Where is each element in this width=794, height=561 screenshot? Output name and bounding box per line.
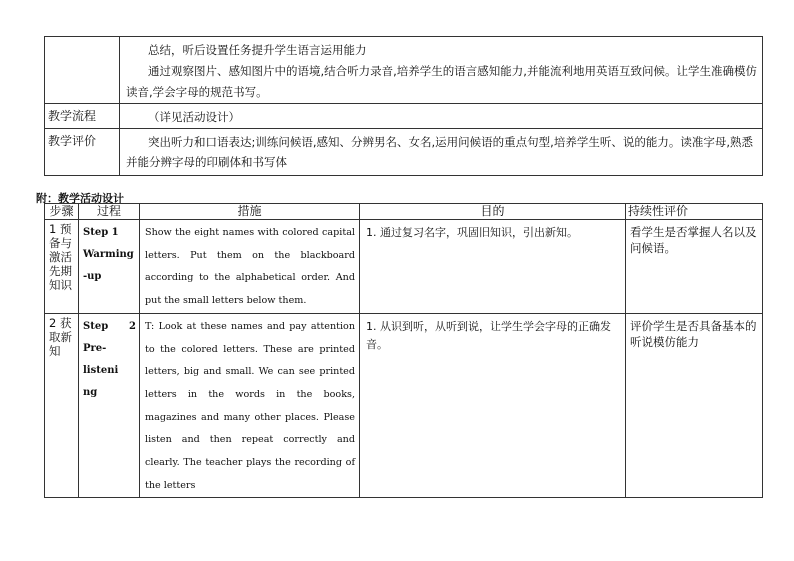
header-process: 过程: [79, 204, 140, 220]
process-cell: [79, 313, 140, 498]
step-cell: 1 预备与激活先期知识: [45, 220, 79, 314]
summary-cell: [120, 37, 763, 104]
process-line: Warming: [83, 249, 134, 260]
objective-text: 通过观察图片、感知图片中的语境,结合听力录音,培养学生的语言感知能力,并能流利地用英语互致问候。让学生准确模仿读音,学会字母的规范书写。: [126, 64, 757, 99]
summary-label-cell: [45, 37, 120, 104]
evaluation-cell: 评价学生是否具备基本的听说模仿能力: [626, 313, 763, 498]
process-line: Step 2: [83, 320, 136, 332]
flow-label: 教学流程: [45, 104, 120, 129]
summary-row: [45, 37, 763, 104]
flow-value: （详见活动设计）: [120, 104, 763, 129]
goal-cell: 1. 通过复习名字，巩固旧知识，引出新知。: [360, 220, 626, 314]
header-measures: 措施: [140, 204, 360, 220]
goal-cell: 1. 从识到听，从听到说，让学生学会字母的正确发音。: [360, 313, 626, 498]
process-line: -up: [83, 271, 102, 282]
flow-row: [45, 104, 763, 129]
header-evaluation: 持续性评价: [626, 204, 763, 220]
process-line: Pre-listeni: [83, 342, 119, 376]
table-row: [45, 220, 763, 314]
header-row: [45, 204, 763, 220]
process-line: Step 1: [83, 227, 119, 238]
header-goal: 目的: [360, 204, 626, 220]
activity-design-table: [44, 203, 763, 498]
table-row: [45, 313, 763, 498]
evaluation-label: 教学评价: [45, 129, 120, 176]
evaluation-row: [45, 129, 763, 176]
step-cell: 2 获取新知: [45, 313, 79, 498]
process-cell: [79, 220, 140, 314]
header-step: 步骤: [45, 204, 79, 220]
process-line: ng: [83, 386, 98, 398]
evaluation-value: 突出听力和口语表达;训练问候语,感知、分辨男名、女名,运用问候语的重点句型,培养学生听、说的能力。读准字母,熟悉并能分辨字母的印刷体和书写体: [120, 129, 763, 176]
evaluation-cell: 看学生是否掌握人名以及问候语。: [626, 220, 763, 314]
measures-cell: Show the eight names with colored capital letters. Put them on the blackboard according to the alphabetical order. And put the small letters below them.: [140, 220, 360, 314]
lesson-info-table: [44, 36, 763, 176]
summary-line: 总结，听后设置任务提升学生语言运用能力: [148, 43, 367, 57]
appendix-title: 附：教学活动设计: [36, 192, 124, 205]
measures-cell: T: Look at these names and pay attention to the colored letters. These are printed letters, big and small. We can see printed letters in the words in the books, magazines and many other places. Please listen and then repeat correctly and clearly. The teacher plays the recording of the letters: [140, 313, 360, 498]
